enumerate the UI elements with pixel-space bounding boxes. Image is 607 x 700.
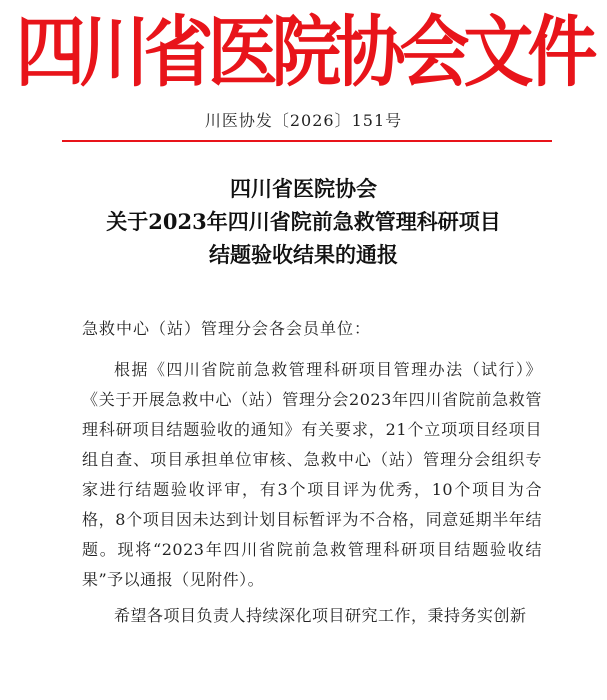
- masthead: 四川省医院协会文件: [15, 6, 592, 98]
- title-line-3: 结题验收结果的通报: [209, 242, 398, 267]
- document-number: 川医协发〔2026〕151号: [204, 111, 403, 130]
- body-paragraph-1: 根据《四川省院前急救管理科研项目管理办法（试行）》《关于开展急救中心（站）管理分会2023年四川省院前急救管理科研项目结题验收的通知》有关要求，21个立项项目经项目组自查、项目承担单位审核、急救中心（站）管理分会组织专家进行结题验收评审，有3个项目评为优秀，10个项目为合格，8个项目因未达到计划目标暂评为不合格，同意延期半年结题。现将“2023年四川省院前急救管理科研项目结题验收结果”予以通报（见附件）。: [82, 360, 542, 589]
- title-line-1: 四川省医院协会: [230, 176, 377, 201]
- salutation: 急救中心（站）管理分会各会员单位：: [82, 319, 372, 338]
- body-paragraph-2: 希望各项目负责人持续深化项目研究工作，秉持务实创新: [114, 606, 527, 625]
- document-body: [82, 355, 542, 631]
- document-title: [0, 172, 607, 271]
- title-line-2: 关于2023年四川省院前急救管理科研项目: [106, 209, 501, 234]
- red-divider: [62, 140, 552, 142]
